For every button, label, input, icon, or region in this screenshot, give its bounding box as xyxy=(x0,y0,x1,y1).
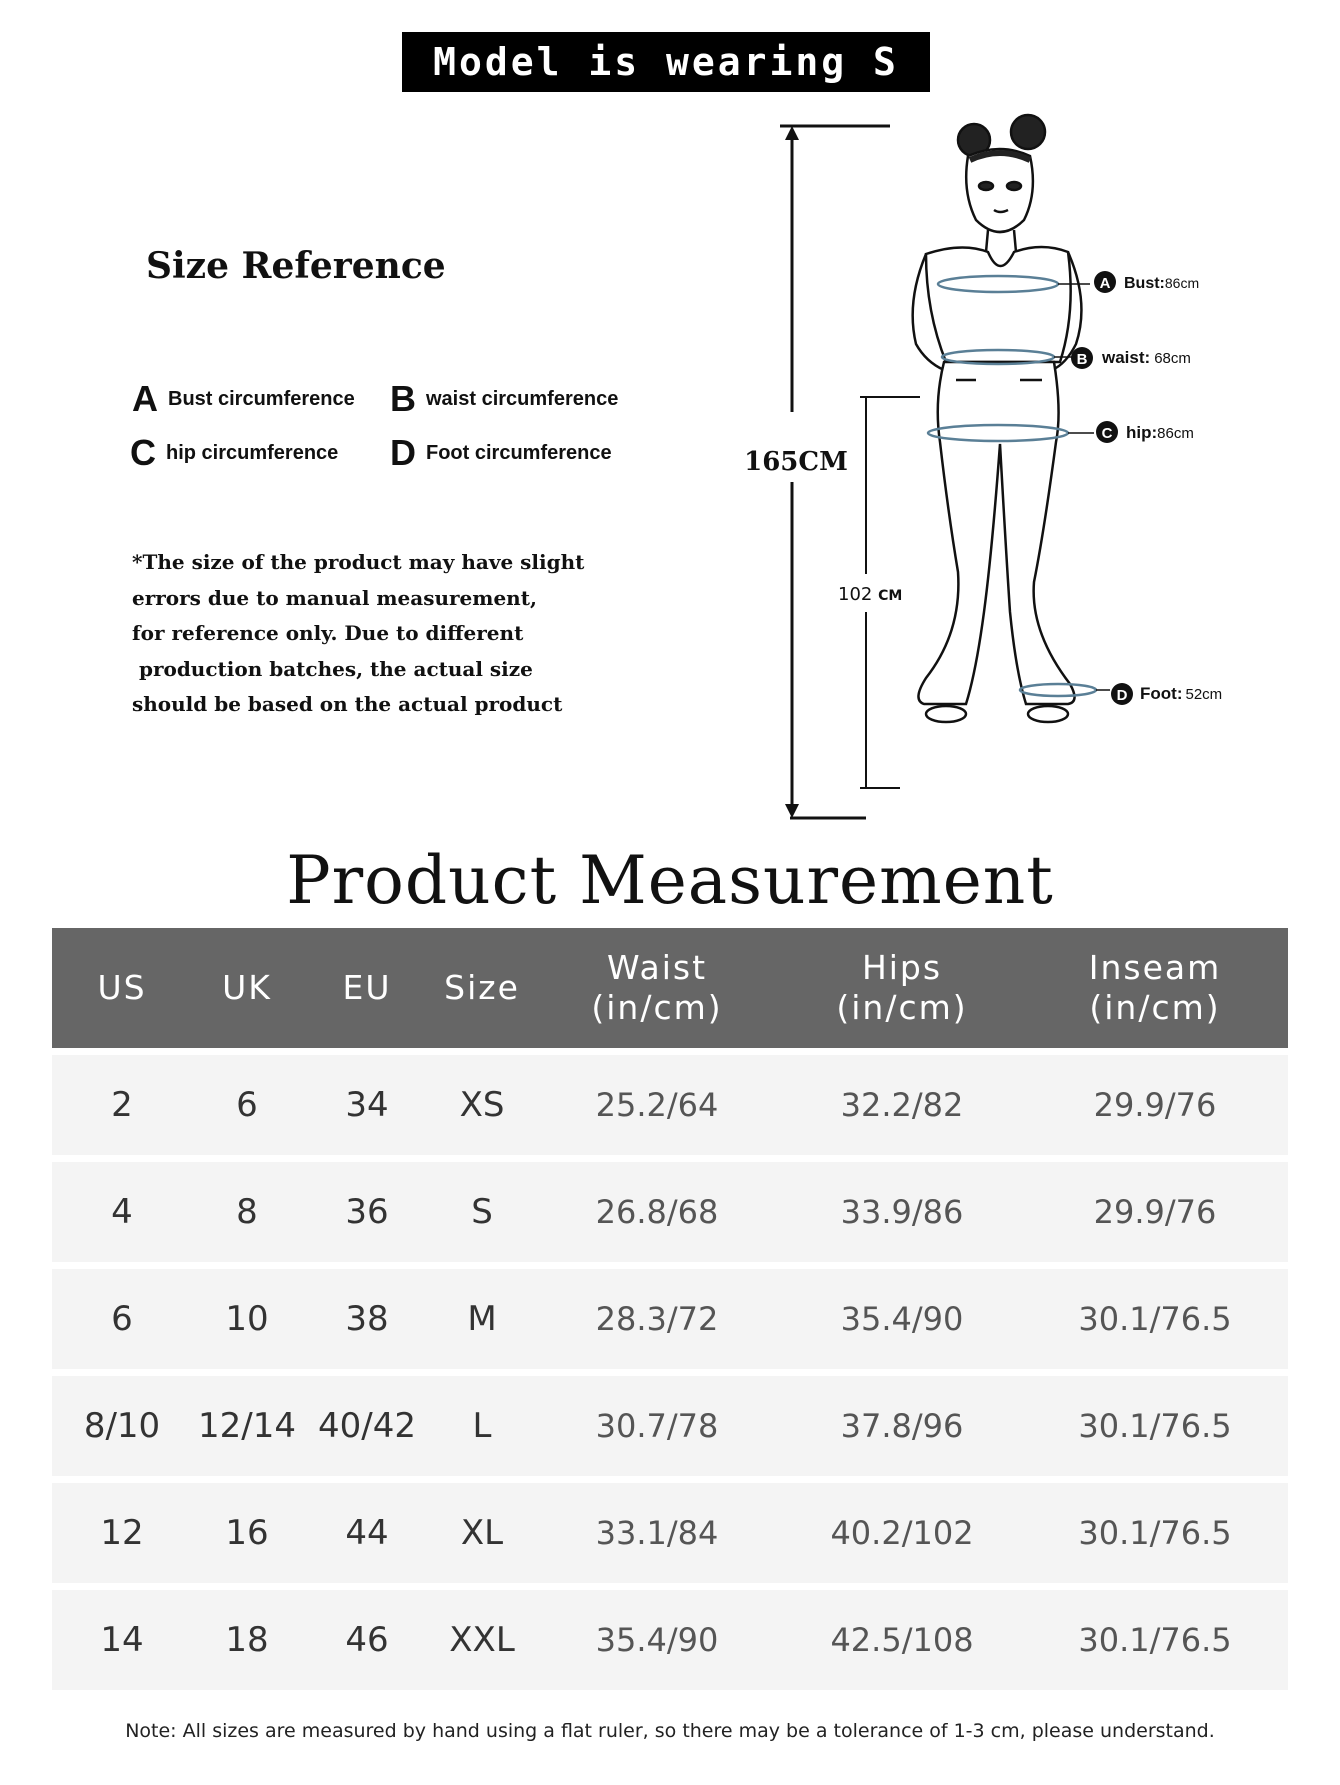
svg-text:Bust:86cm: Bust:86cm xyxy=(1124,275,1200,292)
cell-us: 14 xyxy=(100,1620,144,1660)
inseam-label: 102 CM xyxy=(838,584,903,605)
column-header-title: Hips xyxy=(861,948,943,987)
column-header-us: US xyxy=(97,968,147,1007)
cell-inseam: 30.1/76.5 xyxy=(1078,1621,1232,1659)
cell-hips: 37.8/96 xyxy=(840,1407,964,1445)
cell-us: 12 xyxy=(100,1513,144,1553)
cell-hips: 35.4/90 xyxy=(840,1300,964,1338)
cell-size: M xyxy=(467,1299,497,1339)
column-header-unit: (in/cm) xyxy=(591,988,723,1027)
table-row xyxy=(52,1590,1288,1690)
table-row xyxy=(52,1055,1288,1155)
callout-foot xyxy=(1111,683,1222,705)
legend-item-hip xyxy=(130,432,338,474)
cell-waist: 30.7/78 xyxy=(595,1407,719,1445)
cell-eu: 36 xyxy=(345,1192,389,1232)
legend-label: hip circumference xyxy=(166,441,339,464)
cell-us: 6 xyxy=(111,1299,133,1339)
height-label: 165CM xyxy=(744,447,848,477)
cell-hips: 33.9/86 xyxy=(840,1193,964,1231)
callout-bust xyxy=(1094,271,1199,293)
disclaimer-line: should be based on the actual product xyxy=(132,692,563,716)
legend-item-foot xyxy=(390,432,612,474)
cell-inseam: 29.9/76 xyxy=(1093,1086,1217,1124)
table-row xyxy=(52,1376,1288,1476)
table-row xyxy=(52,1483,1288,1583)
cell-uk: 18 xyxy=(225,1620,269,1660)
legend-item-bust xyxy=(132,378,355,420)
disclaimer-line: errors due to manual measurement, xyxy=(132,585,537,610)
model-outline-icon xyxy=(913,115,1082,722)
cell-uk: 6 xyxy=(236,1085,258,1125)
svg-text:C: C xyxy=(1101,425,1113,442)
cell-us: 8/10 xyxy=(83,1406,161,1446)
svg-text:waist:68cm: waist: 68cm xyxy=(1102,348,1191,367)
cell-hips: 40.2/102 xyxy=(830,1514,974,1552)
cell-size: XXL xyxy=(449,1620,515,1660)
legend-item-waist xyxy=(390,378,618,420)
cell-uk: 8 xyxy=(236,1192,258,1232)
column-header-unit: (in/cm) xyxy=(1089,988,1221,1027)
legend-letter: C xyxy=(130,432,156,473)
svg-text:A: A xyxy=(1099,275,1111,292)
model-figure-illustration xyxy=(730,112,1290,832)
cell-eu: 40/42 xyxy=(318,1406,416,1446)
product-measurement-heading: Product Measurement xyxy=(286,842,1054,919)
cell-hips: 42.5/108 xyxy=(830,1621,974,1659)
table-row xyxy=(52,1162,1288,1262)
column-header-eu: EU xyxy=(342,968,392,1007)
cell-inseam: 30.1/76.5 xyxy=(1078,1514,1232,1552)
legend-letter: D xyxy=(390,432,416,473)
cell-size: XL xyxy=(460,1513,504,1553)
cell-uk: 16 xyxy=(225,1513,269,1553)
legend-letter: B xyxy=(390,378,416,419)
cell-waist: 35.4/90 xyxy=(595,1621,719,1659)
disclaimer-line: *The size of the product may have slight xyxy=(132,550,585,574)
cell-waist: 25.2/64 xyxy=(595,1086,719,1124)
cell-inseam: 29.9/76 xyxy=(1093,1193,1217,1231)
size-reference-title: Size Reference xyxy=(146,245,446,287)
disclaimer-line: production batches, the actual size xyxy=(132,656,533,681)
column-header-unit: (in/cm) xyxy=(836,988,968,1027)
svg-text:D: D xyxy=(1116,687,1128,704)
cell-size: L xyxy=(472,1406,492,1446)
tolerance-note: Note: All sizes are measured by hand using a flat ruler, so there may be a tolerance of 1-3 cm, please understand. xyxy=(125,1720,1215,1742)
cell-inseam: 30.1/76.5 xyxy=(1078,1300,1232,1338)
table-header xyxy=(52,928,1288,1048)
column-header-waist xyxy=(532,948,782,1028)
cell-inseam: 30.1/76.5 xyxy=(1078,1407,1232,1445)
cell-size: XS xyxy=(459,1085,505,1125)
column-header-size: Size xyxy=(444,968,520,1007)
legend-label: Bust circumference xyxy=(168,387,355,410)
column-header-inseam xyxy=(1022,948,1288,1028)
cell-size: S xyxy=(471,1192,493,1232)
cell-uk: 12/14 xyxy=(198,1406,296,1446)
measurement-disclaimer xyxy=(132,545,612,723)
disclaimer-line: for reference only. Due to different xyxy=(132,621,524,645)
cell-waist: 26.8/68 xyxy=(595,1193,719,1231)
size-table xyxy=(52,928,1288,1690)
arrow-down-icon xyxy=(785,804,799,818)
cell-uk: 10 xyxy=(225,1299,269,1339)
column-header-hips xyxy=(782,948,1022,1028)
column-header-title: Inseam xyxy=(1088,948,1222,987)
cell-eu: 44 xyxy=(345,1513,389,1553)
legend-label: waist circumference xyxy=(426,387,619,410)
model-size-banner: Model is wearing S xyxy=(402,32,930,92)
column-header-title: Waist xyxy=(606,948,708,987)
column-header-uk: UK xyxy=(222,968,272,1007)
callout-waist xyxy=(1071,347,1191,369)
cell-eu: 34 xyxy=(345,1085,389,1125)
callout-hip xyxy=(1096,421,1194,443)
arrow-up-icon xyxy=(785,126,799,140)
svg-text:B: B xyxy=(1076,351,1088,368)
table-row xyxy=(52,1269,1288,1369)
svg-text:Foot:52cm: Foot: 52cm xyxy=(1140,684,1223,703)
legend-letter: A xyxy=(132,378,158,419)
cell-eu: 38 xyxy=(345,1299,389,1339)
cell-waist: 28.3/72 xyxy=(595,1300,719,1338)
cell-eu: 46 xyxy=(345,1620,389,1660)
svg-text:hip:86cm: hip:86cm xyxy=(1126,423,1194,442)
cell-us: 2 xyxy=(111,1085,133,1125)
cell-hips: 32.2/82 xyxy=(840,1086,964,1124)
cell-us: 4 xyxy=(111,1192,133,1232)
legend-label: Foot circumference xyxy=(426,441,612,464)
cell-waist: 33.1/84 xyxy=(595,1514,719,1552)
